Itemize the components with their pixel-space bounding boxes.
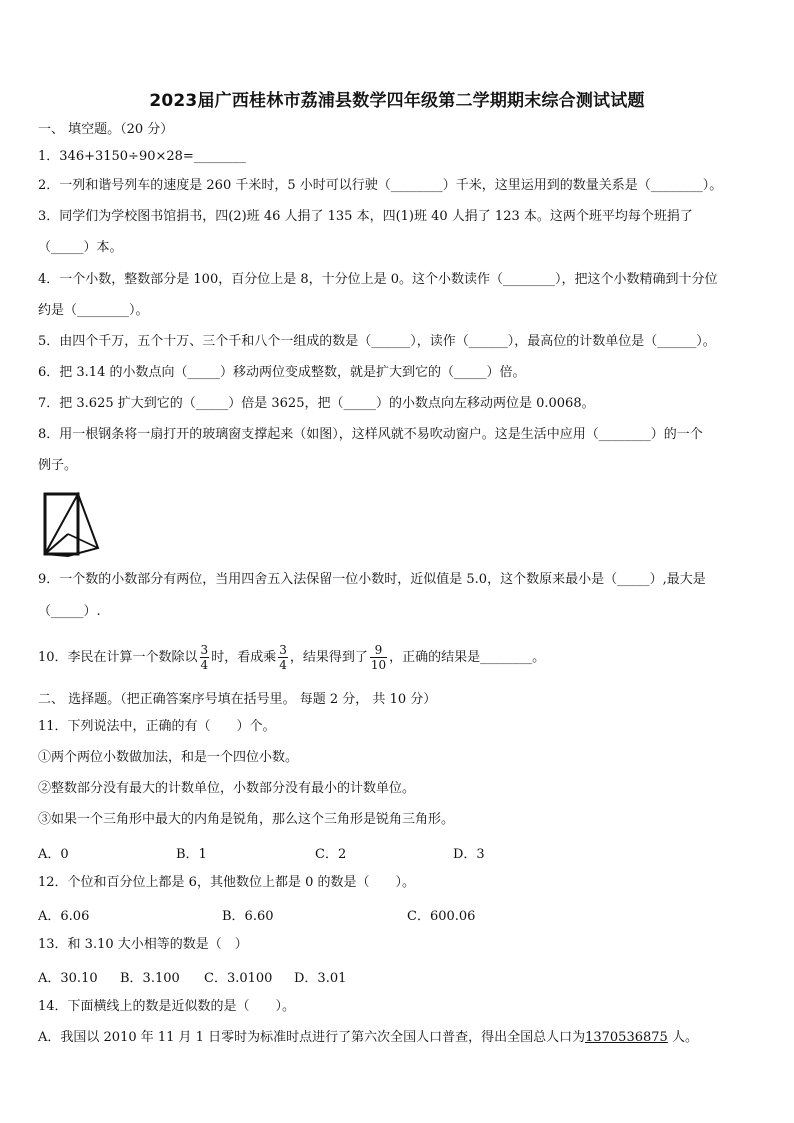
question-4-line-2: 约是（________）。 xyxy=(38,303,149,318)
section-2-header: 二、 选择题。（把正确答案序号填在括号里。 每题 2 分， 共 10 分） xyxy=(38,692,437,707)
fraction-1-numerator: 3 xyxy=(200,643,209,657)
question-13-stem: 13．和 3.10 大小相等的数是（ ） xyxy=(38,937,248,952)
question-10-text-4: ，正确的结果是________。 xyxy=(389,650,546,665)
question-4-line-1: 4．一个小数，整数部分是 100，百分位上是 8，十分位上是 0。这个小数读作（________），把这个小数精确到十分位 xyxy=(38,272,718,287)
question-11-option-b: B．1 xyxy=(176,847,207,862)
question-3-line-2: （_____）本。 xyxy=(38,240,123,255)
question-11-statement-3: ③如果一个三角形中最大的内角是锐角，那么这个三角形是锐角三角形。 xyxy=(38,812,455,827)
window-support-figure xyxy=(40,490,102,562)
question-13-option-c: C．3.0100 xyxy=(204,971,273,986)
fraction-three-quarters-1 xyxy=(200,643,210,672)
question-13-option-a: A．30.10 xyxy=(38,971,98,986)
question-10 xyxy=(38,640,545,676)
question-10-text-3: ，结果得到了 xyxy=(289,650,368,665)
question-6: 6．把 3.14 的小数点向（_____）移动两位变成整数，就是扩大到它的（_____）倍。 xyxy=(38,365,526,380)
question-3-line-1: 3．同学们为学校图书馆捐书，四(2)班 46 人捐了 135 本，四(1)班 40 人捐了 123 本。这两个班平均每个班捐了 xyxy=(38,209,693,224)
question-5: 5．由四个千万，五个十万、三个千和八个一组成的数是（______），读作（______），最高位的计数单位是（______）。 xyxy=(38,334,716,349)
question-12-option-b: B．6.60 xyxy=(222,909,274,924)
fraction-2-denominator: 4 xyxy=(279,658,287,672)
question-1: 1．346+3150÷90×28=________ xyxy=(38,149,246,164)
fraction-1-denominator: 4 xyxy=(200,658,209,672)
question-11-option-d: D．3 xyxy=(453,847,485,862)
question-11-option-a: A．0 xyxy=(38,847,69,862)
fraction-nine-tenths xyxy=(370,643,387,672)
question-10-text-1: 10．李民在计算一个数除以 xyxy=(38,650,198,665)
question-13-option-d: D．3.01 xyxy=(294,971,347,986)
fraction-3-denominator: 10 xyxy=(370,658,387,672)
question-7: 7．把 3.625 扩大到它的（_____）倍是 3625，把（_____）的小数点向左移动两位是 0.0068。 xyxy=(38,396,595,411)
question-11-option-c: C．2 xyxy=(315,847,347,862)
question-9-line-1: 9．一个数的小数部分有两位，当用四舍五入法保留一位小数时，近似值是 5.0，这个数原来最小是（_____）,最大是 xyxy=(38,572,706,587)
question-11-statement-1: ①两个两位小数做加法，和是一个四位小数。 xyxy=(38,750,299,765)
question-12-option-a: A．6.06 xyxy=(38,909,90,924)
question-8-line-2: 例子。 xyxy=(38,458,78,473)
question-11-statement-2: ②整数部分没有最大的计数单位，小数部分没有最小的计数单位。 xyxy=(38,781,416,796)
question-14-option-a-text: A．我国以 2010 年 11 月 1 日零时为标准时点进行了第六次全国人口普查，得出全国总人口为 xyxy=(38,1030,586,1045)
question-14-option-a-suffix: 人。 xyxy=(667,1030,698,1045)
fraction-three-quarters-2 xyxy=(278,643,288,672)
question-14-stem: 14．下面横线上的数是近似数的是（ ）。 xyxy=(38,999,296,1014)
underlined-population-number: 1370536875 xyxy=(585,1030,668,1045)
question-10-text-2: 时，看成乘 xyxy=(211,650,277,665)
fraction-3-numerator: 9 xyxy=(370,643,387,658)
question-13-option-b: B．3.100 xyxy=(120,971,180,986)
question-2: 2．一列和谐号列车的速度是 260 千米时，5 小时可以行驶（________）千米，这里运用到的数量关系是（________）。 xyxy=(38,178,723,193)
section-1-header: 一、 填空题。（20 分） xyxy=(38,122,174,137)
question-8-line-1: 8．用一根钢条将一扇打开的玻璃窗支撑起来（如图），这样风就不易吹动窗户。这是生活中应用（________）的一个 xyxy=(38,427,703,442)
fraction-2-numerator: 3 xyxy=(279,643,287,657)
question-11-stem: 11．下列说法中，正确的有（ ）个。 xyxy=(38,719,276,734)
question-12-option-c: C．600.06 xyxy=(407,909,476,924)
page-title: 2023届广西桂林市荔浦县数学四年级第二学期期末综合测试试题 xyxy=(149,91,645,111)
question-12-stem: 12．个位和百分位上都是 6，其他数位上都是 0 的数是（ ）。 xyxy=(38,875,415,890)
question-14-option-a xyxy=(38,1029,698,1047)
question-9-line-2: （_____）. xyxy=(38,604,101,619)
